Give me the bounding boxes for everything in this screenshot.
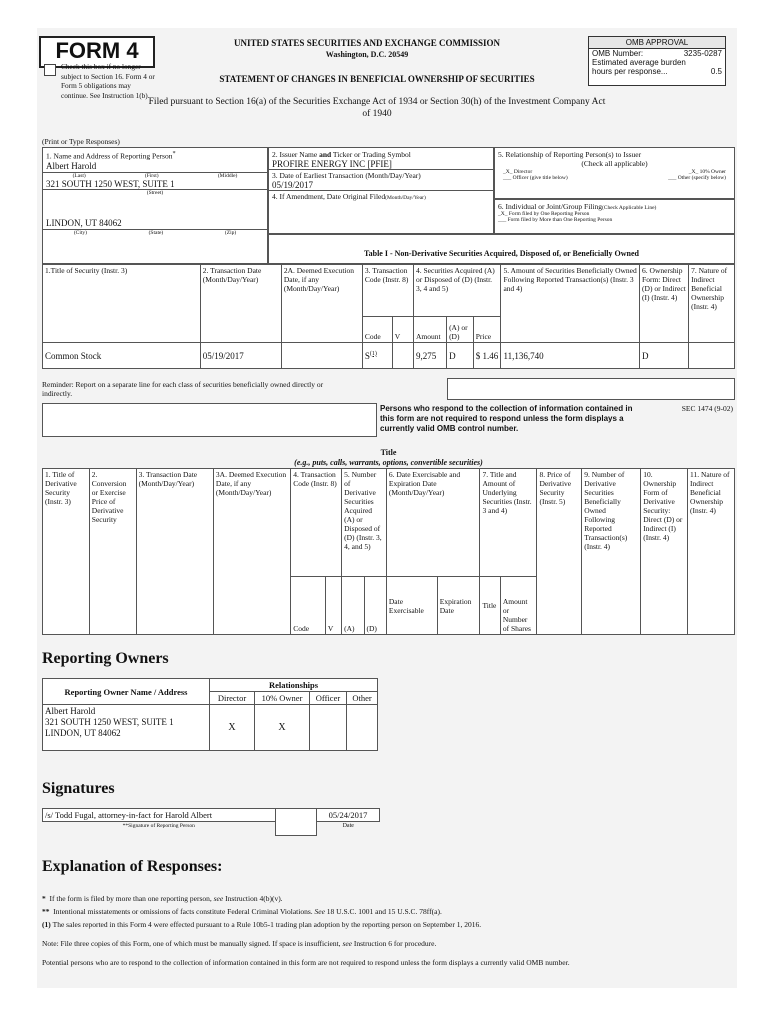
t1-header-deemed: 2A. Deemed Execution Date, if any (Month/Day/Year) <box>281 265 362 343</box>
persons-notice: Persons who respond to the collection of information contained in this form are not required to respond unless the form displays a currently valid OMB control number. <box>380 404 633 433</box>
omb-hours: 0.5 <box>710 67 722 76</box>
agency-name: UNITED STATES SECURITIES AND EXCHANGE COMMISSION <box>234 38 500 48</box>
t2-header-conversion: 2. Conversion or Exercise Price of Derivative Security <box>89 469 136 635</box>
reporting-person-city: LINDON, UT 84062 <box>46 217 122 228</box>
t2-header-number: 5. Number of Derivative Securities Acquired (A) or Disposed of (D) (Instr. 3, 4, and 5) <box>342 469 387 577</box>
box5-label: 5. Relationship of Reporting Person(s) to Issuer <box>498 150 642 159</box>
street-label: (Street) <box>43 189 267 196</box>
row-form: D <box>640 343 689 369</box>
table-row <box>43 705 378 751</box>
form-title: FORM 4 <box>39 36 155 68</box>
derivative-table <box>42 468 735 635</box>
date-label: Date <box>342 823 354 829</box>
signature-label: **Signature of Reporting Person <box>122 823 195 829</box>
table2-title: Title <box>380 448 397 457</box>
t2-sub-a: (A) <box>342 577 364 635</box>
non-derivative-table <box>42 264 735 369</box>
box1-footnote-mark: * <box>172 150 176 157</box>
filed-pursuant-text: Filed pursuant to Section 16(a) of the Securities Exchange Act of 1934 or Section 30(h) of the Investment Company Act of 1940 <box>148 97 606 119</box>
other-option[interactable]: ___ Other (specify below) <box>668 175 726 181</box>
box6-sub: (Check Applicable Line) <box>601 205 657 211</box>
no-longer-subject-checkbox[interactable] <box>44 64 56 76</box>
ro-director-header: Director <box>210 692 255 705</box>
reminder-text: Reminder: Report on a separate line for each class of securities beneficially owned directly or indirectly. <box>42 380 324 398</box>
group-filer-option[interactable]: ___ Form filed by More than One Reporting Person <box>498 217 613 223</box>
single-filer-option[interactable]: _X_ Form filed by One Reporting Person <box>498 211 590 217</box>
file-copies-note <box>42 937 732 950</box>
ro-officer-header: Officer <box>310 692 347 705</box>
ro-officer-mark <box>310 705 347 751</box>
box6-label: 6. Individual or Joint/Group Filing <box>498 202 602 211</box>
t2-header-date: 3. Transaction Date (Month/Day/Year) <box>136 469 213 635</box>
t2-header-title: 1. Title of Derivative Security (Instr. 3) <box>43 469 90 635</box>
box4-label: 4. If Amendment, Date Original Filed <box>272 192 386 201</box>
table1-title: Table I - Non-Derivative Securities Acquired, Disposed of, or Beneficially Owned <box>364 249 639 258</box>
city-label: (City) <box>73 229 87 236</box>
zip-label: (Zip) <box>224 229 237 236</box>
filing-type-box <box>494 199 735 234</box>
ro-director-mark: X <box>210 705 255 751</box>
note-see: see <box>342 939 353 948</box>
t1-header-nature: 7. Nature of Indirect Beneficial Ownership (Instr. 4) <box>689 265 735 343</box>
row-amount: 9,275 <box>414 343 447 369</box>
print-type-note: (Print or Type Responses) <box>42 137 120 146</box>
ro-owner-header: 10% Owner <box>255 692 310 705</box>
reporting-owners-table <box>42 678 378 751</box>
row-date: 05/19/2017 <box>200 343 281 369</box>
table1-title-box <box>268 234 735 264</box>
t1-header-date: 2. Transaction Date (Month/Day/Year) <box>200 265 281 343</box>
reporting-owners-heading: Reporting Owners <box>42 650 169 667</box>
row-price: $ 1.46 <box>473 343 501 369</box>
t2-sub-code: Code <box>291 577 326 635</box>
t1-sub-aord: (A) or (D) <box>447 317 474 343</box>
note-2-mark: ** <box>42 907 50 916</box>
t2-header-nature: 11. Nature of Indirect Beneficial Ownership (Instr. 4) <box>688 469 735 635</box>
t1-header-ownership-form: 6. Ownership Form: Direct (D) or Indirect (I) (Instr. 4) <box>640 265 689 343</box>
row-title: Common Stock <box>43 343 201 369</box>
note-2 <box>42 905 732 918</box>
t2-header-exercisable: 6. Date Exercisable and Expiration Date (Month/Day/Year) <box>386 469 480 577</box>
note-1-post: Instruction 4(b)(v). <box>223 894 283 903</box>
statement-title: STATEMENT OF CHANGES IN BENEFICIAL OWNERSHIP OF SECURITIES <box>219 74 535 84</box>
t2-header-number-owned: 9. Number of Derivative Securities Beneficially Owned Following Reported Transaction(s) (Instr. 4) <box>582 469 641 635</box>
omb-burden-label: Estimated average burden <box>592 58 686 67</box>
row-code: S <box>364 350 370 361</box>
state-label: (State) <box>148 229 164 236</box>
t2-sub-expiration: Expiration Date <box>437 577 480 635</box>
t2-header-price: 8. Price of Derivative Security (Instr. 5) <box>537 469 582 635</box>
t1-sub-v: V <box>392 317 413 343</box>
note-3 <box>42 918 732 931</box>
note-1 <box>42 892 732 905</box>
relationship-box <box>494 147 735 199</box>
row-nature <box>689 343 735 369</box>
t2-header-underlying: 7. Title and Amount of Underlying Securities (Instr. 3 and 4) <box>480 469 537 577</box>
form-page <box>37 28 737 988</box>
t2-header-code: 4. Transaction Code (Instr. 8) <box>291 469 342 577</box>
note-2-post: 18 U.S.C. 1001 and 15 U.S.C. 78ff(a). <box>324 907 442 916</box>
reporting-person-name: Albert Harold <box>46 160 97 171</box>
t2-header-ownership-form: 10. Ownership Form of Derivative Security: Direct (D) or Indirect (I) (Instr. 4) <box>641 469 688 635</box>
box1-label: 1. Name and Address of Reporting Person <box>46 151 173 161</box>
row-owned: 11,136,740 <box>501 343 640 369</box>
note-post: Instruction 6 for procedure. <box>352 939 437 948</box>
t2-sub-v: V <box>325 577 341 635</box>
reporting-person-address: 321 SOUTH 1250 WEST, SUITE 1 <box>46 178 175 189</box>
box2-label <box>269 148 493 159</box>
officer-option[interactable]: ___ Officer (give title below) <box>503 175 568 181</box>
table-row <box>43 343 735 369</box>
note-1-see: see <box>213 894 224 903</box>
t2-sub-date-exercisable: Date Exercisable <box>386 577 437 635</box>
signatures-table <box>42 808 380 836</box>
note-1-mark: * <box>42 894 46 903</box>
note-1-pre: If the form is filed by more than one reporting person, <box>49 894 214 903</box>
box3-label: 3. Date of Earliest Transaction (Month/Day/Year) <box>272 171 421 180</box>
blank-box-left <box>42 403 377 437</box>
blank-box-right <box>447 378 735 400</box>
note-pre: Note: File three copies of this Form, one of which must be manually signed. If space is insufficient, <box>42 939 343 948</box>
ro-address2: LINDON, UT 84062 <box>45 728 121 738</box>
omb-hours-label: hours per response... <box>592 67 668 76</box>
omb-approval-box <box>588 36 726 86</box>
note-3-text: The sales reported in this Form 4 were effected pursuant to a Rule 10b5-1 trading plan adoption by the reporting person on September 1, 2016. <box>52 920 482 929</box>
ten-percent-owner-option[interactable]: _X_ 10% Owner <box>688 169 726 175</box>
box4-sub: (Month/Day/Year) <box>385 195 426 201</box>
agency-location: Washington, D.C. 20549 <box>325 50 409 59</box>
ro-owner-mark: X <box>255 705 310 751</box>
omb-number-label: OMB Number: <box>592 49 644 58</box>
omb-number: 3235-0287 <box>683 49 722 58</box>
box5-sub: (Check all applicable) <box>581 159 648 168</box>
omb-title: OMB APPROVAL <box>589 37 725 49</box>
signatures-heading: Signatures <box>42 780 115 797</box>
potential-persons-note: Potential persons who are to respond to the collection of information contained in this form are not required to respond unless the form displays a currently valid OMB number. <box>42 958 570 967</box>
signature-spacer <box>276 809 317 836</box>
t1-header-amount-owned: 5. Amount of Securities Beneficially Owned Following Reported Transaction(s) (Instr. 3 and 4) <box>501 265 640 343</box>
signature-date: 05/24/2017 <box>317 809 380 822</box>
t2-sub-title: Title <box>480 577 500 635</box>
t2-sub-d: (D) <box>364 577 386 635</box>
checkbox-label: Check this box if no longer subject to Section 16. Form 4 or Form 5 obligations may continue. See Instruction 1(b). <box>61 62 155 100</box>
t2-header-deemed: 3A. Deemed Execution Date, if any (Month/Day/Year) <box>213 469 290 635</box>
row-code-note[interactable]: (1) <box>369 350 377 357</box>
ro-other-mark <box>347 705 378 751</box>
ro-name-header: Reporting Owner Name / Address <box>43 679 210 705</box>
t1-header-code: 3. Transaction Code (Instr. 8) <box>362 265 413 317</box>
explanation-notes <box>42 892 732 969</box>
last-label: (Last) <box>72 172 86 179</box>
box2-label-and: and <box>319 150 332 159</box>
issuer-name: PROFIRE ENERGY INC [PFIE] <box>272 159 392 169</box>
t1-sub-amount: Amount <box>414 317 447 343</box>
ro-other-header: Other <box>347 692 378 705</box>
t1-sub-price: Price <box>473 317 501 343</box>
t1-header-title: 1.Title of Security (Instr. 3) <box>43 265 201 343</box>
row-v <box>392 343 413 369</box>
row-deemed <box>281 343 362 369</box>
ro-address1: 321 SOUTH 1250 WEST, SUITE 1 <box>45 717 174 727</box>
first-label: (First) <box>144 172 159 179</box>
sec-form-code: SEC 1474 (9-02) <box>681 404 733 413</box>
ro-relationships-header: Relationships <box>210 679 378 692</box>
box2-label-pre: 2. Issuer Name <box>272 150 320 159</box>
t1-sub-code: Code <box>362 317 392 343</box>
note-3-mark: (1) <box>42 920 51 929</box>
t1-header-securities: 4. Securities Acquired (A) or Disposed of (D) (Instr. 3, 4 and 5) <box>414 265 501 317</box>
box2-label-post: Ticker or Trading Symbol <box>331 150 411 159</box>
middle-label: (Middle) <box>217 172 238 179</box>
director-option[interactable]: _X_ Director <box>503 169 533 175</box>
row-aord: D <box>447 343 474 369</box>
reporting-person-box <box>42 147 268 264</box>
t2-sub-amount-shares: Amount or Number of Shares <box>500 577 537 635</box>
ro-name: Albert Harold <box>45 706 96 716</box>
earliest-transaction-date: 05/19/2017 <box>272 180 314 190</box>
note-2-pre: Intentional misstatements or omissions of facts constitute Federal Criminal Violations. <box>53 907 315 916</box>
table2-subtitle: (e.g., puts, calls, warrants, options, convertible securities) <box>294 458 483 467</box>
explanation-heading: Explanation of Responses: <box>42 858 223 875</box>
signature-value: /s/ Todd Fugal, attorney-in-fact for Harold Albert <box>43 809 276 822</box>
issuer-box <box>268 147 494 234</box>
note-2-see: See <box>314 907 325 916</box>
